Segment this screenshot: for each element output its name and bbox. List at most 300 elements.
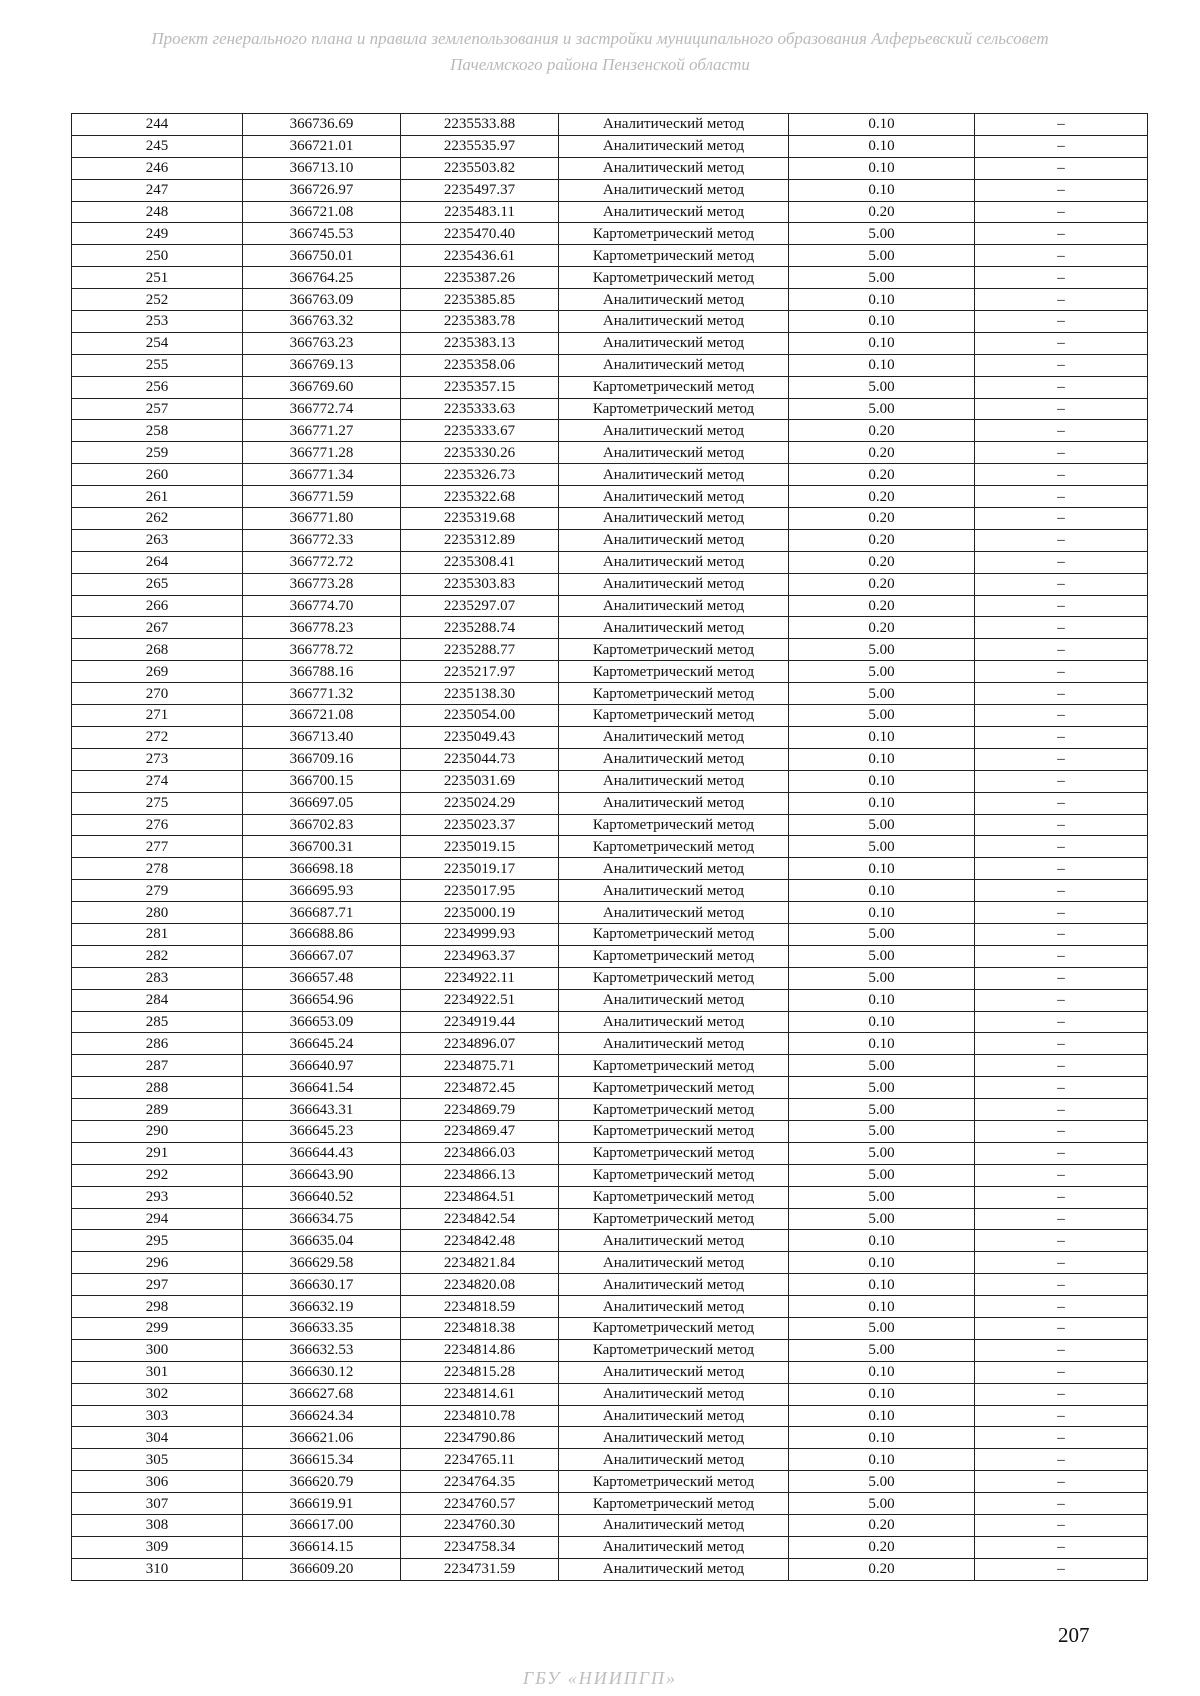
method-cell: Аналитический метод	[559, 529, 789, 551]
point-number-cell: 304	[72, 1427, 243, 1449]
method-cell: Аналитический метод	[559, 1252, 789, 1274]
precision-cell: 5.00	[789, 1471, 975, 1493]
y-coordinate-cell: 2235019.15	[401, 836, 559, 858]
note-cell: –	[975, 1055, 1148, 1077]
note-cell: –	[975, 267, 1148, 289]
method-cell: Картометрический метод	[559, 1120, 789, 1142]
note-cell: –	[975, 1164, 1148, 1186]
x-coordinate-cell: 366769.60	[243, 376, 401, 398]
note-cell: –	[975, 1208, 1148, 1230]
x-coordinate-cell: 366774.70	[243, 595, 401, 617]
note-cell: –	[975, 705, 1148, 727]
y-coordinate-cell: 2234875.71	[401, 1055, 559, 1077]
table-row	[72, 1164, 1148, 1186]
table-row	[72, 639, 1148, 661]
x-coordinate-cell: 366688.86	[243, 923, 401, 945]
y-coordinate-cell: 2235385.85	[401, 289, 559, 311]
note-cell: –	[975, 551, 1148, 573]
method-cell: Картометрический метод	[559, 1186, 789, 1208]
point-number-cell: 276	[72, 814, 243, 836]
point-number-cell: 292	[72, 1164, 243, 1186]
note-cell: –	[975, 792, 1148, 814]
precision-cell: 5.00	[789, 245, 975, 267]
table-row	[72, 1186, 1148, 1208]
y-coordinate-cell: 2235330.26	[401, 442, 559, 464]
method-cell: Аналитический метод	[559, 902, 789, 924]
method-cell: Аналитический метод	[559, 332, 789, 354]
y-coordinate-cell: 2235017.95	[401, 880, 559, 902]
precision-cell: 5.00	[789, 661, 975, 683]
y-coordinate-cell: 2235054.00	[401, 705, 559, 727]
note-cell: –	[975, 683, 1148, 705]
header-line-1: Проект генерального плана и правила землепользования и застройки муниципального образования Алферьевский сельсовет	[151, 29, 1049, 48]
table-row	[72, 1296, 1148, 1318]
y-coordinate-cell: 2234815.28	[401, 1361, 559, 1383]
point-number-cell: 250	[72, 245, 243, 267]
x-coordinate-cell: 366624.34	[243, 1405, 401, 1427]
table-row	[72, 1230, 1148, 1252]
x-coordinate-cell: 366745.53	[243, 223, 401, 245]
y-coordinate-cell: 2234814.61	[401, 1383, 559, 1405]
note-cell: –	[975, 114, 1148, 136]
method-cell: Картометрический метод	[559, 223, 789, 245]
table-row	[72, 902, 1148, 924]
note-cell: –	[975, 595, 1148, 617]
x-coordinate-cell: 366709.16	[243, 748, 401, 770]
point-number-cell: 262	[72, 508, 243, 530]
y-coordinate-cell: 2235019.17	[401, 858, 559, 880]
note-cell: –	[975, 1361, 1148, 1383]
y-coordinate-cell: 2235387.26	[401, 267, 559, 289]
table-row	[72, 923, 1148, 945]
x-coordinate-cell: 366721.08	[243, 201, 401, 223]
table-row	[72, 508, 1148, 530]
x-coordinate-cell: 366653.09	[243, 1011, 401, 1033]
point-number-cell: 245	[72, 135, 243, 157]
table-row	[72, 705, 1148, 727]
table-row	[72, 464, 1148, 486]
method-cell: Аналитический метод	[559, 201, 789, 223]
table-row	[72, 661, 1148, 683]
x-coordinate-cell: 366630.12	[243, 1361, 401, 1383]
note-cell: –	[975, 661, 1148, 683]
table-row	[72, 311, 1148, 333]
method-cell: Картометрический метод	[559, 1339, 789, 1361]
x-coordinate-cell: 366641.54	[243, 1077, 401, 1099]
table-row	[72, 770, 1148, 792]
note-cell: –	[975, 1099, 1148, 1121]
method-cell: Картометрический метод	[559, 398, 789, 420]
y-coordinate-cell: 2234919.44	[401, 1011, 559, 1033]
precision-cell: 0.20	[789, 617, 975, 639]
note-cell: –	[975, 223, 1148, 245]
point-number-cell: 271	[72, 705, 243, 727]
note-cell: –	[975, 135, 1148, 157]
note-cell: –	[975, 902, 1148, 924]
x-coordinate-cell: 366695.93	[243, 880, 401, 902]
note-cell: –	[975, 1317, 1148, 1339]
table-row	[72, 945, 1148, 967]
point-number-cell: 247	[72, 179, 243, 201]
note-cell: –	[975, 376, 1148, 398]
precision-cell: 0.10	[789, 726, 975, 748]
note-cell: –	[975, 398, 1148, 420]
table-row	[72, 967, 1148, 989]
method-cell: Картометрический метод	[559, 267, 789, 289]
point-number-cell: 308	[72, 1515, 243, 1537]
point-number-cell: 280	[72, 902, 243, 924]
table-row	[72, 748, 1148, 770]
table-row	[72, 595, 1148, 617]
precision-cell: 0.10	[789, 1296, 975, 1318]
note-cell: –	[975, 748, 1148, 770]
method-cell: Картометрический метод	[559, 376, 789, 398]
y-coordinate-cell: 2234760.30	[401, 1515, 559, 1537]
precision-cell: 0.10	[789, 770, 975, 792]
point-number-cell: 287	[72, 1055, 243, 1077]
table-row	[72, 420, 1148, 442]
y-coordinate-cell: 2234842.48	[401, 1230, 559, 1252]
y-coordinate-cell: 2234810.78	[401, 1405, 559, 1427]
note-cell: –	[975, 1120, 1148, 1142]
point-number-cell: 261	[72, 486, 243, 508]
x-coordinate-cell: 366619.91	[243, 1493, 401, 1515]
precision-cell: 0.10	[789, 179, 975, 201]
table-row	[72, 1033, 1148, 1055]
note-cell: –	[975, 814, 1148, 836]
point-number-cell: 277	[72, 836, 243, 858]
method-cell: Картометрический метод	[559, 1317, 789, 1339]
x-coordinate-cell: 366772.74	[243, 398, 401, 420]
y-coordinate-cell: 2235470.40	[401, 223, 559, 245]
point-number-cell: 259	[72, 442, 243, 464]
method-cell: Аналитический метод	[559, 1515, 789, 1537]
point-number-cell: 286	[72, 1033, 243, 1055]
y-coordinate-cell: 2234842.54	[401, 1208, 559, 1230]
precision-cell: 0.10	[789, 989, 975, 1011]
table-row	[72, 573, 1148, 595]
x-coordinate-cell: 366713.10	[243, 157, 401, 179]
method-cell: Аналитический метод	[559, 1230, 789, 1252]
y-coordinate-cell: 2234866.03	[401, 1142, 559, 1164]
method-cell: Аналитический метод	[559, 354, 789, 376]
method-cell: Аналитический метод	[559, 157, 789, 179]
precision-cell: 5.00	[789, 639, 975, 661]
table-row	[72, 1361, 1148, 1383]
method-cell: Аналитический метод	[559, 1558, 789, 1580]
precision-cell: 5.00	[789, 398, 975, 420]
y-coordinate-cell: 2235217.97	[401, 661, 559, 683]
point-number-cell: 263	[72, 529, 243, 551]
x-coordinate-cell: 366771.28	[243, 442, 401, 464]
x-coordinate-cell: 366614.15	[243, 1536, 401, 1558]
note-cell: –	[975, 573, 1148, 595]
precision-cell: 5.00	[789, 1317, 975, 1339]
x-coordinate-cell: 366771.59	[243, 486, 401, 508]
x-coordinate-cell: 366700.31	[243, 836, 401, 858]
table-row	[72, 289, 1148, 311]
x-coordinate-cell: 366764.25	[243, 267, 401, 289]
point-number-cell: 306	[72, 1471, 243, 1493]
precision-cell: 5.00	[789, 1339, 975, 1361]
precision-cell: 5.00	[789, 967, 975, 989]
x-coordinate-cell: 366721.08	[243, 705, 401, 727]
y-coordinate-cell: 2234896.07	[401, 1033, 559, 1055]
point-number-cell: 253	[72, 311, 243, 333]
precision-cell: 0.10	[789, 311, 975, 333]
method-cell: Картометрический метод	[559, 1099, 789, 1121]
method-cell: Аналитический метод	[559, 858, 789, 880]
precision-cell: 0.10	[789, 1252, 975, 1274]
note-cell: –	[975, 1383, 1148, 1405]
precision-cell: 0.20	[789, 551, 975, 573]
y-coordinate-cell: 2235049.43	[401, 726, 559, 748]
table-row	[72, 1208, 1148, 1230]
document-header	[0, 26, 1200, 78]
precision-cell: 0.10	[789, 135, 975, 157]
y-coordinate-cell: 2235383.13	[401, 332, 559, 354]
table-row	[72, 201, 1148, 223]
precision-cell: 0.10	[789, 1427, 975, 1449]
x-coordinate-cell: 366697.05	[243, 792, 401, 814]
x-coordinate-cell: 366640.52	[243, 1186, 401, 1208]
precision-cell: 0.20	[789, 201, 975, 223]
y-coordinate-cell: 2235358.06	[401, 354, 559, 376]
table-row	[72, 157, 1148, 179]
y-coordinate-cell: 2235138.30	[401, 683, 559, 705]
table-row	[72, 1252, 1148, 1274]
method-cell: Картометрический метод	[559, 1077, 789, 1099]
point-number-cell: 298	[72, 1296, 243, 1318]
note-cell: –	[975, 529, 1148, 551]
coordinates-table	[71, 113, 1148, 1581]
table-row	[72, 1471, 1148, 1493]
precision-cell: 5.00	[789, 1493, 975, 1515]
precision-cell: 0.10	[789, 880, 975, 902]
note-cell: –	[975, 420, 1148, 442]
x-coordinate-cell: 366667.07	[243, 945, 401, 967]
y-coordinate-cell: 2235288.74	[401, 617, 559, 639]
method-cell: Аналитический метод	[559, 1427, 789, 1449]
note-cell: –	[975, 1427, 1148, 1449]
table-row	[72, 1120, 1148, 1142]
precision-cell: 0.10	[789, 114, 975, 136]
x-coordinate-cell: 366632.53	[243, 1339, 401, 1361]
y-coordinate-cell: 2234872.45	[401, 1077, 559, 1099]
table-row	[72, 1099, 1148, 1121]
point-number-cell: 244	[72, 114, 243, 136]
table-row	[72, 376, 1148, 398]
y-coordinate-cell: 2235288.77	[401, 639, 559, 661]
point-number-cell: 279	[72, 880, 243, 902]
y-coordinate-cell: 2234866.13	[401, 1164, 559, 1186]
method-cell: Картометрический метод	[559, 836, 789, 858]
precision-cell: 5.00	[789, 1120, 975, 1142]
point-number-cell: 291	[72, 1142, 243, 1164]
point-number-cell: 278	[72, 858, 243, 880]
y-coordinate-cell: 2235023.37	[401, 814, 559, 836]
y-coordinate-cell: 2234963.37	[401, 945, 559, 967]
point-number-cell: 284	[72, 989, 243, 1011]
x-coordinate-cell: 366643.90	[243, 1164, 401, 1186]
table-row	[72, 551, 1148, 573]
table-row	[72, 1011, 1148, 1033]
note-cell: –	[975, 289, 1148, 311]
x-coordinate-cell: 366630.17	[243, 1274, 401, 1296]
x-coordinate-cell: 366629.58	[243, 1252, 401, 1274]
point-number-cell: 257	[72, 398, 243, 420]
y-coordinate-cell: 2235497.37	[401, 179, 559, 201]
y-coordinate-cell: 2235024.29	[401, 792, 559, 814]
note-cell: –	[975, 1558, 1148, 1580]
note-cell: –	[975, 508, 1148, 530]
x-coordinate-cell: 366634.75	[243, 1208, 401, 1230]
method-cell: Аналитический метод	[559, 1449, 789, 1471]
y-coordinate-cell: 2235044.73	[401, 748, 559, 770]
y-coordinate-cell: 2234818.38	[401, 1317, 559, 1339]
point-number-cell: 275	[72, 792, 243, 814]
note-cell: –	[975, 726, 1148, 748]
y-coordinate-cell: 2234922.51	[401, 989, 559, 1011]
method-cell: Аналитический метод	[559, 311, 789, 333]
table-row	[72, 1427, 1148, 1449]
x-coordinate-cell: 366771.80	[243, 508, 401, 530]
table-row	[72, 179, 1148, 201]
note-cell: –	[975, 442, 1148, 464]
y-coordinate-cell: 2234764.35	[401, 1471, 559, 1493]
method-cell: Аналитический метод	[559, 135, 789, 157]
precision-cell: 5.00	[789, 376, 975, 398]
note-cell: –	[975, 639, 1148, 661]
table-row	[72, 1339, 1148, 1361]
point-number-cell: 283	[72, 967, 243, 989]
y-coordinate-cell: 2235312.89	[401, 529, 559, 551]
note-cell: –	[975, 836, 1148, 858]
y-coordinate-cell: 2235319.68	[401, 508, 559, 530]
precision-cell: 0.10	[789, 1011, 975, 1033]
point-number-cell: 248	[72, 201, 243, 223]
method-cell: Аналитический метод	[559, 1536, 789, 1558]
method-cell: Картометрический метод	[559, 1055, 789, 1077]
note-cell: –	[975, 617, 1148, 639]
table-row	[72, 989, 1148, 1011]
x-coordinate-cell: 366621.06	[243, 1427, 401, 1449]
table-row	[72, 1383, 1148, 1405]
point-number-cell: 246	[72, 157, 243, 179]
precision-cell: 5.00	[789, 1099, 975, 1121]
x-coordinate-cell: 366772.33	[243, 529, 401, 551]
y-coordinate-cell: 2235297.07	[401, 595, 559, 617]
method-cell: Аналитический метод	[559, 989, 789, 1011]
method-cell: Картометрический метод	[559, 1471, 789, 1493]
point-number-cell: 270	[72, 683, 243, 705]
note-cell: –	[975, 923, 1148, 945]
method-cell: Картометрический метод	[559, 923, 789, 945]
y-coordinate-cell: 2235383.78	[401, 311, 559, 333]
note-cell: –	[975, 1077, 1148, 1099]
x-coordinate-cell: 366773.28	[243, 573, 401, 595]
point-number-cell: 265	[72, 573, 243, 595]
precision-cell: 0.20	[789, 573, 975, 595]
precision-cell: 5.00	[789, 923, 975, 945]
method-cell: Картометрический метод	[559, 967, 789, 989]
table-row	[72, 398, 1148, 420]
y-coordinate-cell: 2235483.11	[401, 201, 559, 223]
point-number-cell: 299	[72, 1317, 243, 1339]
method-cell: Картометрический метод	[559, 1142, 789, 1164]
table-row	[72, 1055, 1148, 1077]
precision-cell: 5.00	[789, 836, 975, 858]
method-cell: Аналитический метод	[559, 442, 789, 464]
table-row	[72, 1142, 1148, 1164]
y-coordinate-cell: 2235535.97	[401, 135, 559, 157]
table-row	[72, 683, 1148, 705]
x-coordinate-cell: 366645.23	[243, 1120, 401, 1142]
y-coordinate-cell: 2234765.11	[401, 1449, 559, 1471]
y-coordinate-cell: 2235000.19	[401, 902, 559, 924]
method-cell: Аналитический метод	[559, 420, 789, 442]
point-number-cell: 307	[72, 1493, 243, 1515]
x-coordinate-cell: 366778.23	[243, 617, 401, 639]
method-cell: Аналитический метод	[559, 551, 789, 573]
x-coordinate-cell: 366702.83	[243, 814, 401, 836]
point-number-cell: 267	[72, 617, 243, 639]
point-number-cell: 290	[72, 1120, 243, 1142]
x-coordinate-cell: 366771.27	[243, 420, 401, 442]
y-coordinate-cell: 2234731.59	[401, 1558, 559, 1580]
x-coordinate-cell: 366700.15	[243, 770, 401, 792]
y-coordinate-cell: 2234814.86	[401, 1339, 559, 1361]
point-number-cell: 288	[72, 1077, 243, 1099]
note-cell: –	[975, 486, 1148, 508]
x-coordinate-cell: 366763.23	[243, 332, 401, 354]
precision-cell: 5.00	[789, 683, 975, 705]
note-cell: –	[975, 1493, 1148, 1515]
point-number-cell: 293	[72, 1186, 243, 1208]
precision-cell: 5.00	[789, 945, 975, 967]
x-coordinate-cell: 366772.72	[243, 551, 401, 573]
y-coordinate-cell: 2235333.63	[401, 398, 559, 420]
y-coordinate-cell: 2234758.34	[401, 1536, 559, 1558]
document-footer: ГБУ «НИИПГП»	[523, 1668, 677, 1688]
method-cell: Аналитический метод	[559, 114, 789, 136]
point-number-cell: 301	[72, 1361, 243, 1383]
table-row	[72, 486, 1148, 508]
point-number-cell: 282	[72, 945, 243, 967]
y-coordinate-cell: 2234922.11	[401, 967, 559, 989]
method-cell: Аналитический метод	[559, 508, 789, 530]
method-cell: Аналитический метод	[559, 573, 789, 595]
x-coordinate-cell: 366609.20	[243, 1558, 401, 1580]
x-coordinate-cell: 366645.24	[243, 1033, 401, 1055]
precision-cell: 0.10	[789, 792, 975, 814]
table-row	[72, 1317, 1148, 1339]
precision-cell: 5.00	[789, 223, 975, 245]
precision-cell: 5.00	[789, 705, 975, 727]
x-coordinate-cell: 366788.16	[243, 661, 401, 683]
x-coordinate-cell: 366635.04	[243, 1230, 401, 1252]
x-coordinate-cell: 366698.18	[243, 858, 401, 880]
method-cell: Аналитический метод	[559, 289, 789, 311]
note-cell: –	[975, 311, 1148, 333]
method-cell: Аналитический метод	[559, 1383, 789, 1405]
precision-cell: 0.10	[789, 1230, 975, 1252]
note-cell: –	[975, 1405, 1148, 1427]
point-number-cell: 294	[72, 1208, 243, 1230]
note-cell: –	[975, 245, 1148, 267]
method-cell: Аналитический метод	[559, 1361, 789, 1383]
note-cell: –	[975, 1515, 1148, 1537]
